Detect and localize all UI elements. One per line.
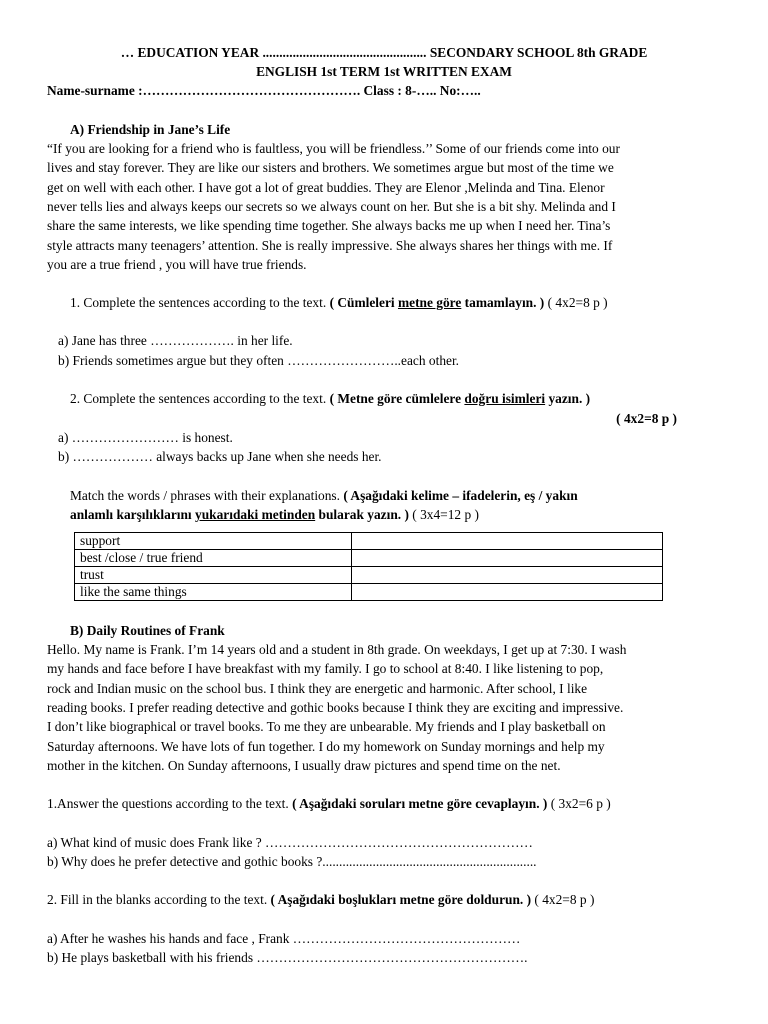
name-class-line: Name-surname :…………………………………………. Class : 8-….. No:…..: [47, 83, 481, 98]
match-term: trust: [75, 567, 352, 584]
b-q1-item-a: a) What kind of music does Frank like ? ……………………………………………………: [47, 835, 533, 850]
match-answer-cell[interactable]: [352, 584, 663, 601]
a-q2-turkish-underlined: doğru isimleri: [464, 391, 546, 406]
a-q1-item-b: b) Friends sometimes argue but they often ……………………..each other.: [58, 353, 460, 368]
b-q1-points: ( 3x2=6 p ): [547, 796, 611, 811]
b-q1-text: 1.Answer the questions according to the text.: [47, 796, 293, 811]
table-row: [75, 550, 663, 567]
passage-line: reading books. I prefer reading detective and gothic books because I think they are exciting and impressive.: [47, 700, 624, 715]
a-q2-points: ( 4x2=8 p ): [616, 411, 677, 426]
match-answer-cell[interactable]: [352, 567, 663, 584]
match-term: best /close / true friend: [75, 550, 352, 567]
passage-line: my hands and face before I have breakfast with my family. I go to school at 8:40. I like listening to pop,: [47, 661, 604, 676]
a-q1-turkish-end: tamamlayın. ): [461, 295, 545, 310]
match-instruction-line2: [70, 505, 479, 524]
b-question-2: [47, 890, 594, 909]
a-q2-turkish-end: yazın. ): [545, 391, 591, 406]
exam-header-line1: … EDUCATION YEAR ................................................. SECONDARY SCHOOL 8th GRADE: [120, 45, 648, 60]
a-q2-item-a: a) …………………… is honest.: [58, 430, 233, 445]
passage-line: “If you are looking for a friend who is faultless, you will be friendless.’’ Some of our friends come into our: [47, 141, 620, 156]
match-turkish-underlined: yukarıdaki metinden: [195, 507, 316, 522]
table-row: [75, 567, 663, 584]
match-points: ( 3x4=12 p ): [408, 507, 479, 522]
table-row: [75, 533, 663, 550]
b-q2-text: 2. Fill in the blanks according to the text.: [47, 892, 271, 907]
passage-line: never tells lies and always keeps our secrets so we always count on her. But she is a bit shy. Melinda and I: [47, 199, 616, 214]
a-q1-points: ( 4x2=8 p ): [544, 295, 608, 310]
a-q2-text: 2. Complete the sentences according to the text.: [70, 391, 330, 406]
match-turkish-2: anlamlı karşılıklarını: [70, 507, 196, 522]
b-q2-item-b: b) He plays basketball with his friends …………………………………………………….: [47, 950, 528, 965]
table-row: [75, 584, 663, 601]
passage-line: you are a true friend , you will have true friends.: [47, 257, 307, 272]
a-q2-item-b: b) ……………… always backs up Jane when she needs her.: [58, 449, 382, 464]
passage-line: I don’t like biographical or travel books. To me they are unbearable. My friends and I play basketball on: [47, 719, 606, 734]
passage-line: lives and stay forever. They are like our sisters and brothers. We sometimes argue but most of the time we: [47, 160, 614, 175]
passage-line: style attracts many teenagers’ attention. She is really impressive. She always shares her things with me. If: [47, 238, 613, 253]
b-q1-item-b: b) Why does he prefer detective and gothic books ?................................................................: [47, 854, 537, 869]
match-term: like the same things: [75, 584, 352, 601]
match-turkish: ( Aşağıdaki kelime – ifadelerin, eş / yakın: [343, 488, 578, 503]
passage-line: share the same interests, we like spending time together. She always backs me up when I need her. Tina’s: [47, 218, 611, 233]
passage-line: rock and Indian music on the school bus. I think they are energetic and harmonic. After school, I like: [47, 681, 588, 696]
passage-line: get on well with each other. I have got a lot of great buddies. They are Elenor ,Melinda and Tina. Elenor: [47, 180, 605, 195]
match-answer-cell[interactable]: [352, 550, 663, 567]
a-question-1: [70, 293, 608, 312]
a-q1-text: 1. Complete the sentences according to the text.: [70, 295, 330, 310]
a-q1-turkish: ( Cümleleri: [329, 295, 398, 310]
b-q1-turkish: ( Aşağıdaki soruları metne göre cevaplayın. ): [292, 796, 548, 811]
b-q2-turkish: ( Aşağıdaki boşlukları metne göre doldurun. ): [270, 892, 532, 907]
passage-line: Saturday afternoons. We have lots of fun together. I do my homework on Sunday mornings and help my: [47, 739, 605, 754]
b-q2-points: ( 4x2=8 p ): [531, 892, 595, 907]
section-a-heading: A) Friendship in Jane’s Life: [70, 122, 231, 137]
match-answer-cell[interactable]: [352, 533, 663, 550]
b-q2-item-a: a) After he washes his hands and face , Frank ……………………………………………: [47, 931, 521, 946]
section-b-heading: B) Daily Routines of Frank: [70, 623, 225, 638]
a-q1-item-a: a) Jane has three ………………. in her life.: [58, 333, 293, 348]
a-question-2: [70, 389, 590, 408]
a-q1-turkish-underlined: metne göre: [397, 295, 462, 310]
match-term: support: [75, 533, 352, 550]
match-turkish-end: bularak yazın. ): [315, 507, 409, 522]
a-q2-turkish: ( Metne göre cümlelere: [329, 391, 465, 406]
match-text: Match the words / phrases with their explanations.: [70, 488, 344, 503]
b-question-1: [47, 794, 611, 813]
exam-title: ENGLISH 1st TERM 1st WRITTEN EXAM: [256, 64, 512, 79]
match-instruction-line1: [70, 486, 578, 505]
match-table: [74, 532, 663, 601]
passage-line: Hello. My name is Frank. I’m 14 years old and a student in 8th grade. On weekdays, I get up at 7:30. I wash: [47, 642, 627, 657]
passage-line: mother in the kitchen. On Sunday afternoons, I usually draw pictures and spend time on the net.: [47, 758, 561, 773]
